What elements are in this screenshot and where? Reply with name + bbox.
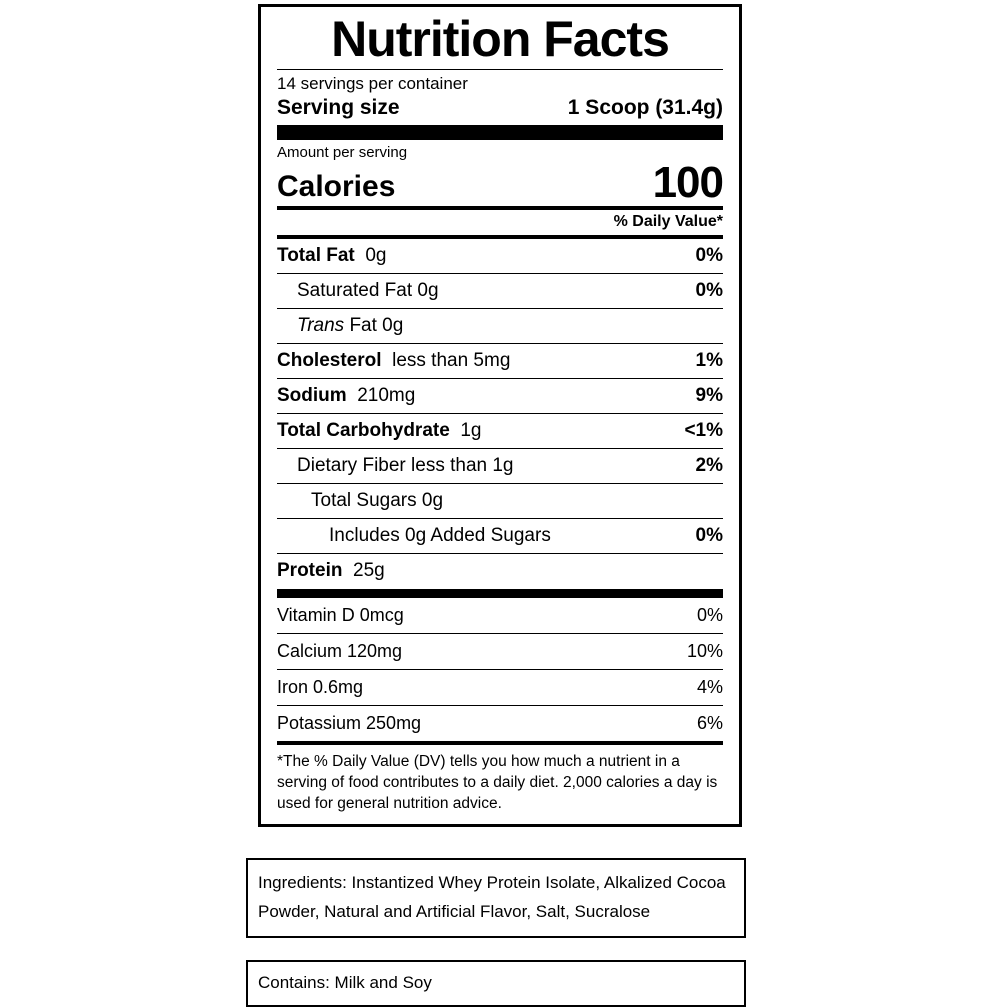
nutrient-name-text: Sodium <box>277 385 347 406</box>
nutrient-name <box>277 244 386 268</box>
nutrient-row-total-carbohydrate <box>277 413 723 448</box>
nutrient-dv: 0% <box>695 525 723 546</box>
contains-text: Contains: Milk and Soy <box>258 973 432 992</box>
nutrient-amount: 0g <box>365 245 387 266</box>
panel-title: Nutrition Facts <box>331 11 669 67</box>
daily-value-header: % Daily Value* <box>613 213 723 230</box>
nutrient-row-trans-fat <box>277 308 723 343</box>
nutrient-row-added-sugars <box>277 518 723 553</box>
serving-size-value: 1 Scoop (31.4g) <box>567 96 723 119</box>
ingredients-text: Ingredients: Instantized Whey Protein Isolate, Alkalized Cocoa Powder, Natural and Artificial Flavor, Salt, Sucralose <box>258 873 726 921</box>
nutrient-name-text: Protein <box>277 560 343 581</box>
nutrient-row-sodium <box>277 378 723 413</box>
nutrient-name <box>277 384 415 408</box>
calories-value: 100 <box>652 158 723 207</box>
nutrition-facts-panel <box>258 4 742 827</box>
nutrient-amount: 210mg <box>357 385 416 406</box>
nutrient-dv: 0% <box>695 280 723 301</box>
nutrient-amount: 1g <box>460 420 482 441</box>
micronutrient-row-calcium <box>277 633 723 669</box>
micronutrient-dv: 4% <box>696 677 723 697</box>
protein-divider <box>277 589 723 598</box>
nutrient-dv: <1% <box>684 420 723 441</box>
micronutrient-name: Calcium 120mg <box>277 641 403 661</box>
nutrient-name <box>277 559 385 583</box>
nutrient-row-total-fat <box>277 235 723 273</box>
calories-row <box>277 158 723 207</box>
nutrient-dv: 0% <box>695 245 723 266</box>
micronutrient-name: Vitamin D 0mcg <box>277 605 404 625</box>
micronutrient-dv: 6% <box>696 713 723 733</box>
micronutrient-row-iron <box>277 669 723 705</box>
micronutrient-name: Iron 0.6mg <box>277 677 364 697</box>
nutrient-row-cholesterol <box>277 343 723 378</box>
calories-label: Calories <box>277 170 396 203</box>
nutrient-row-saturated-fat <box>277 273 723 308</box>
nutrient-name-text: Trans <box>297 315 345 336</box>
nutrient-dv: 9% <box>695 385 723 406</box>
serving-size-label: Serving size <box>277 96 400 119</box>
nutrient-name-text: Total Carbohydrate <box>277 420 450 441</box>
nutrient-name-text: Total Fat <box>277 245 355 266</box>
nutrient-dv: 1% <box>695 350 723 371</box>
nutrient-row-protein <box>277 553 723 589</box>
nutrient-row-dietary-fiber <box>277 448 723 483</box>
nutrient-name: Saturated Fat 0g <box>297 280 439 301</box>
micronutrient-dv: 10% <box>686 641 723 661</box>
micronutrient-name: Potassium 250mg <box>277 713 422 733</box>
micronutrient-dv: 0% <box>696 605 723 625</box>
nutrient-dv: 2% <box>695 455 723 476</box>
nutrient-amount: Fat 0g <box>349 315 404 336</box>
nutrient-name <box>277 349 510 373</box>
ingredients-box <box>246 858 746 938</box>
daily-value-footnote: *The % Daily Value (DV) tells you how much a nutrient in a serving of food contributes to a daily diet. 2,000 calories a day is used for general nutrition advice. <box>277 753 718 812</box>
serving-size-row <box>277 95 723 125</box>
micronutrient-row-potassium <box>277 705 723 741</box>
nutrient-amount: less than 5mg <box>392 350 511 371</box>
amount-per-serving-label: Amount per serving <box>277 144 408 161</box>
nutrient-name: Includes 0g Added Sugars <box>329 525 551 546</box>
nutrient-name: Dietary Fiber less than 1g <box>297 455 514 476</box>
nutrient-name-text: Cholesterol <box>277 350 382 371</box>
nutrient-amount: 25g <box>353 560 385 581</box>
micronutrient-row-vitamin-d <box>277 598 723 633</box>
nutrient-name <box>277 419 481 443</box>
nutrient-name: Total Sugars 0g <box>311 490 444 511</box>
servings-per-container: 14 servings per container <box>277 74 468 93</box>
nutrient-row-total-sugars <box>277 483 723 518</box>
serving-divider <box>277 125 723 140</box>
nutrient-name <box>277 314 403 338</box>
